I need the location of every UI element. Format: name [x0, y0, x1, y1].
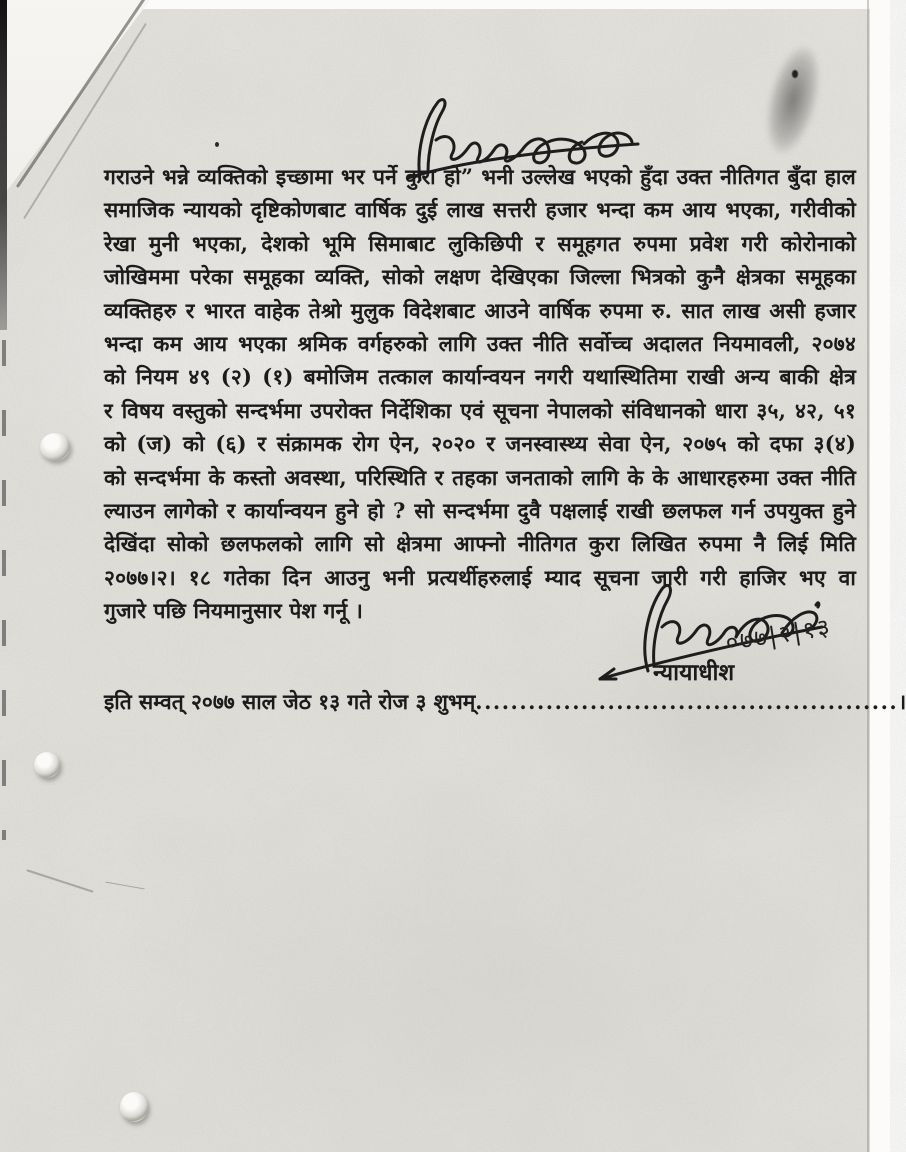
ink-speck: [215, 142, 219, 147]
order-body-paragraph: [104, 160, 856, 627]
signature-date: ०७७|२|१३: [723, 612, 834, 658]
paragraph-line: २०७७।२। १८ गतेका दिन आउनु भनी प्रत्यर्थीहरुलाई म्याद सूचना जारी गरी हाजिर भए वा: [104, 564, 856, 590]
paper-dimple: [40, 433, 70, 461]
paragraph-line: देखिंदा सोको छलफलको लागि सो क्षेत्रमा आफ्नो नीतिगत कुरा लिखित रुपमा नै लिई मिति: [104, 531, 856, 557]
scan-left-edge-marks: [2, 340, 6, 840]
scan-right-edge: [870, 0, 890, 1152]
paragraph-line: र विषय वस्तुको सन्दर्भमा उपरोक्त निर्देशिका एवं सूचना नेपालको संविधानको धारा ३५, ४२, ५१: [104, 397, 856, 423]
judge-title-label: न्यायाधीश: [653, 659, 735, 686]
paragraph-line: गुजारे पछि नियमानुसार पेश गर्नू ।: [104, 598, 364, 624]
paragraph-line: समाजिक न्यायको दृष्टिकोणबाट वार्षिक दुई लाख सत्तरी हजार भन्दा कम आय भएका, गरीवीको: [104, 197, 856, 223]
paragraph-line: व्यक्तिहरु र भारत वाहेक तेश्रो मुलुक विदेशबाट आउने वार्षिक रुपमा रु. सात लाख असी हजार: [104, 297, 856, 323]
paragraph-line: जोखिममा परेका समूहका व्यक्ति, सोको लक्षण देखिएका जिल्ला भित्रको कुनै क्षेत्रका समूहका: [104, 264, 856, 290]
scan-left-edge: [0, 0, 7, 330]
paper-dimple: [120, 1092, 148, 1122]
scratch-mark: [105, 882, 145, 890]
paragraph-line: गराउने भन्ने व्यक्तिको इच्छामा भर पर्ने कुरा हो” भनी उल्लेख भएको हुँदा उक्त नीतिगत बुँदा हाल: [104, 164, 856, 189]
paragraph-line: भन्दा कम आय भएका श्रमिक वर्गहरुको लागि उक्त नीति सर्वोच्च अदालत नियमावली, २०७४: [104, 330, 856, 356]
paragraph-line: को नियम ४९ (२) (१) बमोजिम तत्काल कार्यान्वयन नगरी यथास्थितिमा राखी अन्य बाकी क्षेत्र: [104, 364, 856, 390]
scratch-mark: [26, 869, 93, 893]
paragraph-line: को (ज) को (६) र संक्रामक रोग ऐन, २०२० र जनस्वास्थ्य सेवा ऐन, २०७५ को दफा ३(४): [104, 431, 856, 457]
closing-line: [104, 688, 906, 716]
ink-speck: [792, 70, 798, 78]
dotted-leader: ................................................: [475, 689, 899, 714]
page-right-crease: [867, 0, 869, 1152]
closing-text: इति सम्वत् २०७७ साल जेठ १३ गते रोज ३ शुभम्: [104, 689, 476, 714]
closing-end-mark: ।: [898, 689, 906, 714]
paper-dimple: [34, 752, 60, 778]
ink-smudge-stain: [757, 41, 828, 159]
paragraph-line: रेखा मुनी भएका, देशको भूमि सिमाबाट लुकिछिपी र समूहगत रुपमा प्रवेश गरी कोरोनाको: [104, 230, 856, 256]
paragraph-line: ल्याउन लागेको र कार्यान्वयन हुने हो ? सो सन्दर्भमा दुवै पक्षलाई राखी छलफल गर्न उपयुक्त हुने: [104, 497, 856, 523]
paragraph-line: को सन्दर्भमा के कस्तो अवस्था, परिस्थिति र तहका जनताको लागि के के आधारहरुमा उक्त नीति: [104, 464, 856, 490]
